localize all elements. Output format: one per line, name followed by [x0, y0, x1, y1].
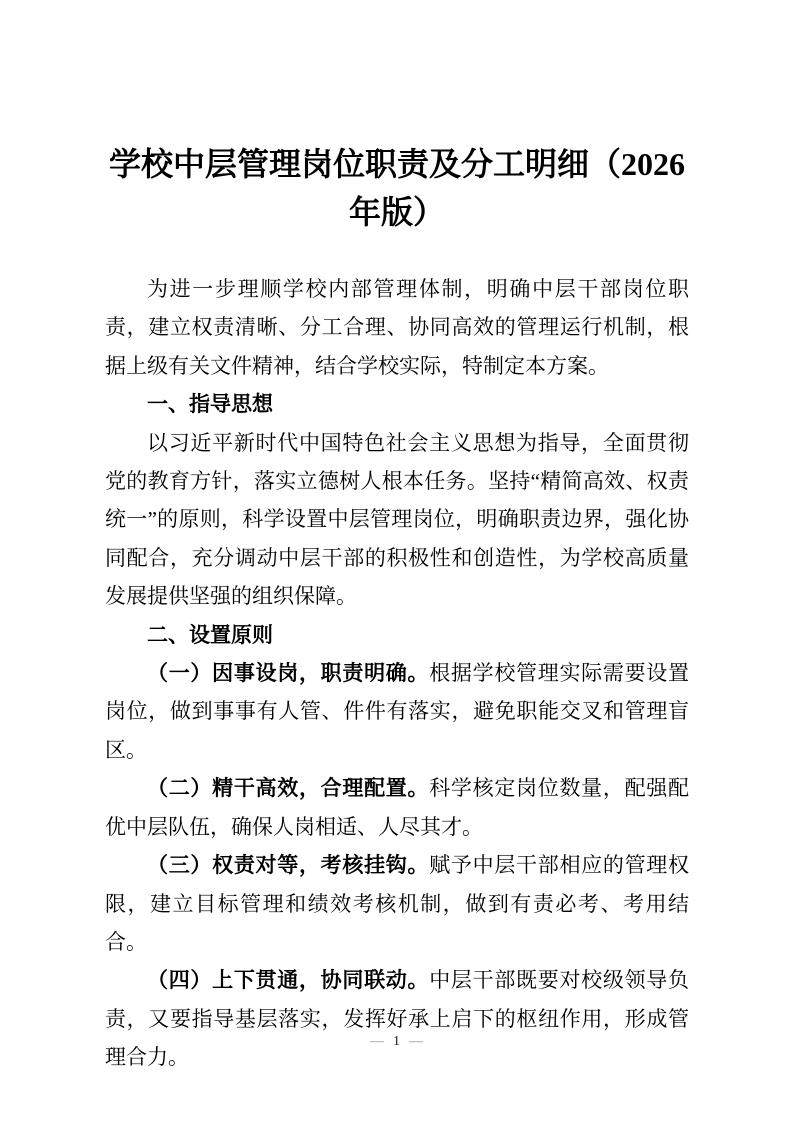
- item-2-lead: （二）精干高效，合理配置。: [147, 776, 430, 801]
- section-2-item-3: [105, 846, 689, 961]
- section-2-item-1: [105, 654, 689, 769]
- footer-dash-left: —: [370, 1034, 384, 1049]
- page-footer: [0, 1032, 793, 1052]
- item-4-text: 中层干部既要对校级领导负责，又要指导基层落实，发挥好承上启下的枢纽作用，形成管理合力。: [105, 968, 690, 1070]
- item-2-text: 科学核定岗位数量，配强配优中层队伍，确保人岗相适、人尽其才。: [105, 776, 690, 839]
- document-title: 学校中层管理岗位职责及分工明细（2026年版）: [108, 146, 685, 230]
- page-number: 1: [393, 1034, 400, 1049]
- footer-dash-right: —: [409, 1034, 423, 1049]
- intro-paragraph: 为进一步理顺学校内部管理体制，明确中层干部岗位职责，建立权责清晰、分工合理、协同高效的管理运行机制，根据上级有关文件精神，结合学校实际，特制定本方案。: [105, 277, 689, 378]
- item-3-text: 赋予中层干部相应的管理权限，建立目标管理和绩效考核机制，做到有责必考、考用结合。: [105, 853, 690, 954]
- section-1-body: 以习近平新时代中国特色社会主义思想为指导，全面贯彻党的教育方针，落实立德树人根本任务。坚持“精简高效、权责统一”的原则，科学设置中层管理岗位，明确职责边界，强化协同配合，充分调动中层干部的积极性和创造性，为学校高质量发展提供坚强的组织保障。: [105, 430, 689, 609]
- section-2-heading: 二、设置原则: [147, 622, 273, 647]
- section-1-heading: 一、指导思想: [147, 392, 273, 417]
- section-2-item-2: [105, 769, 689, 846]
- item-3-lead: （三）权责对等，考核挂钩。: [147, 853, 430, 878]
- item-4-lead: （四）上下贯通，协同联动。: [147, 968, 430, 993]
- item-1-text: 根据学校管理实际需要设置岗位，做到事事有人管、件件有落实，避免职能交叉和管理盲区。: [105, 661, 690, 762]
- section-2-item-4: [105, 961, 689, 1076]
- item-1-lead: （一）因事设岗，职责明确。: [147, 661, 430, 686]
